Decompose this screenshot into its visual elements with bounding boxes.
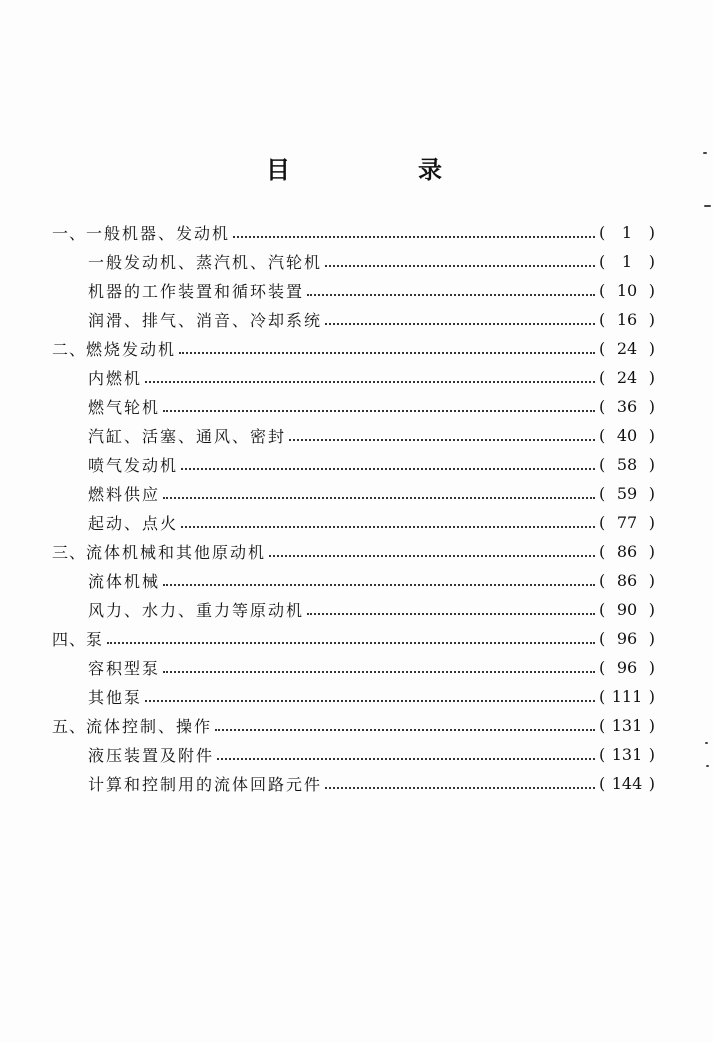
page-ref-close-paren: )	[648, 252, 655, 271]
toc-section-row[interactable]	[88, 363, 655, 392]
toc-section-row[interactable]	[88, 305, 655, 334]
toc-section-row[interactable]	[88, 508, 655, 537]
toc-section-row[interactable]	[88, 479, 655, 508]
page-ref-open-paren: (	[599, 484, 606, 503]
dot-leader	[107, 642, 595, 644]
toc-page-reference	[599, 745, 655, 764]
toc-page-number: 131	[611, 745, 643, 764]
page-ref-open-paren: (	[599, 629, 606, 648]
toc-page-reference	[599, 310, 655, 329]
toc-chapter-row[interactable]	[52, 218, 655, 247]
toc-page-number: 90	[616, 600, 638, 619]
toc-entry-label: 机器的工作装置和循环装置	[88, 282, 305, 301]
dot-leader	[307, 294, 595, 296]
dot-leader	[307, 613, 595, 615]
toc-entry-label: 泵	[86, 630, 105, 649]
toc-page-number: 111	[611, 687, 643, 706]
page-ref-close-paren: )	[648, 571, 655, 590]
page-ref-open-paren: (	[599, 716, 606, 735]
toc-chapter-row[interactable]	[52, 334, 655, 363]
toc-page-number: 1	[621, 223, 633, 242]
toc-section-row[interactable]	[88, 595, 655, 624]
toc-page-number: 144	[611, 774, 643, 793]
page-ref-close-paren: )	[648, 774, 655, 793]
toc-page-reference	[599, 223, 655, 242]
toc-page-number: 36	[616, 397, 638, 416]
toc-page-number: 96	[616, 629, 638, 648]
toc-section-row[interactable]	[88, 566, 655, 595]
toc-section-row[interactable]	[88, 740, 655, 769]
dot-leader	[217, 758, 595, 760]
page-ref-open-paren: (	[599, 281, 606, 300]
dot-leader	[145, 700, 595, 702]
toc-chapter-row[interactable]	[52, 711, 655, 740]
dot-leader	[145, 381, 595, 383]
toc-page-reference	[599, 687, 655, 706]
toc-page-reference	[599, 339, 655, 358]
page-ref-close-paren: )	[648, 310, 655, 329]
scan-speck	[706, 765, 709, 767]
page-ref-open-paren: (	[599, 223, 606, 242]
dot-leader	[233, 236, 595, 238]
toc-section-row[interactable]	[88, 392, 655, 421]
page-ref-open-paren: (	[599, 658, 606, 677]
page-ref-close-paren: )	[648, 542, 655, 561]
toc-entry-label: 内燃机	[88, 369, 143, 388]
toc-page-number: 16	[616, 310, 638, 329]
toc-entry-label: 燃气轮机	[88, 398, 161, 417]
toc-section-row[interactable]	[88, 769, 655, 798]
page-ref-close-paren: )	[648, 513, 655, 532]
page-ref-close-paren: )	[648, 745, 655, 764]
toc-entry-label: 起动、点火	[88, 514, 179, 533]
toc-chapter-number: 五、	[52, 717, 87, 736]
toc-entry-label: 一般发动机、蒸汽机、汽轮机	[88, 253, 323, 272]
toc-page-number: 86	[616, 571, 638, 590]
toc-page-reference	[599, 600, 655, 619]
page-ref-open-paren: (	[599, 368, 606, 387]
toc-entry-label: 计算和控制用的流体回路元件	[88, 775, 323, 794]
dot-leader	[163, 410, 595, 412]
toc-page-reference	[599, 658, 655, 677]
toc-page-reference	[599, 513, 655, 532]
toc-page-reference	[599, 281, 655, 300]
toc-section-row[interactable]	[88, 421, 655, 450]
toc-entry-label: 流体机械	[88, 572, 161, 591]
scan-speck	[705, 742, 708, 744]
toc-page-number: 40	[616, 426, 638, 445]
toc-page-reference	[599, 397, 655, 416]
toc-page-number: 131	[611, 716, 643, 735]
toc-chapter-number: 四、	[52, 630, 87, 649]
page-ref-open-paren: (	[599, 600, 606, 619]
toc-entry-label: 燃烧发动机	[86, 340, 177, 359]
page-title	[0, 150, 713, 190]
toc-page-reference	[599, 455, 655, 474]
page-ref-close-paren: )	[648, 484, 655, 503]
dot-leader	[215, 729, 595, 731]
dot-leader	[179, 352, 595, 354]
toc-page-reference	[599, 571, 655, 590]
toc-page-number: 58	[616, 455, 638, 474]
page-ref-open-paren: (	[599, 687, 606, 706]
page-ref-close-paren: )	[648, 339, 655, 358]
page-ref-close-paren: )	[648, 716, 655, 735]
toc-page-reference	[599, 542, 655, 561]
page-ref-open-paren: (	[599, 455, 606, 474]
toc-entry-label: 流体机械和其他原动机	[86, 543, 267, 562]
page-ref-open-paren: (	[599, 571, 606, 590]
toc-section-row[interactable]	[88, 682, 655, 711]
dot-leader	[163, 671, 595, 673]
toc-page-number: 24	[616, 339, 638, 358]
page-ref-close-paren: )	[648, 658, 655, 677]
toc-chapter-number: 二、	[52, 340, 87, 359]
page-ref-close-paren: )	[648, 426, 655, 445]
page-ref-open-paren: (	[599, 774, 606, 793]
page-ref-open-paren: (	[599, 339, 606, 358]
scan-speck	[704, 205, 711, 207]
toc-page-reference	[599, 774, 655, 793]
page-ref-close-paren: )	[648, 600, 655, 619]
page-ref-close-paren: )	[648, 223, 655, 242]
toc-entry-label: 喷气发动机	[88, 456, 179, 475]
toc-page-number: 96	[616, 658, 638, 677]
dot-leader	[325, 265, 595, 267]
toc-page-reference	[599, 368, 655, 387]
toc-entry-label: 流体控制、操作	[86, 717, 213, 736]
page-ref-close-paren: )	[648, 687, 655, 706]
toc-page-reference	[599, 629, 655, 648]
toc-page-number: 77	[616, 513, 638, 532]
page-ref-close-paren: )	[648, 629, 655, 648]
toc-section-row[interactable]	[88, 653, 655, 682]
toc-page-number: 24	[616, 368, 638, 387]
page-ref-close-paren: )	[648, 397, 655, 416]
dot-leader	[325, 323, 595, 325]
toc-entry-label: 风力、水力、重力等原动机	[88, 601, 305, 620]
toc-entry-label: 一般机器、发动机	[86, 224, 231, 243]
dot-leader	[325, 787, 595, 789]
toc-page-reference	[599, 426, 655, 445]
dot-leader	[181, 526, 595, 528]
toc-section-row[interactable]	[88, 247, 655, 276]
toc-entry-label: 容积型泵	[88, 659, 161, 678]
toc-entry-label: 燃料供应	[88, 485, 161, 504]
scan-speck	[703, 152, 707, 154]
page-ref-close-paren: )	[648, 281, 655, 300]
toc-entry-label: 其他泵	[88, 688, 143, 707]
title-char-1: 目	[266, 156, 291, 184]
toc-page-number: 59	[616, 484, 638, 503]
toc-chapter-number: 三、	[52, 543, 87, 562]
dot-leader	[163, 584, 595, 586]
toc-page-reference	[599, 252, 655, 271]
dot-leader	[289, 439, 595, 441]
page-ref-open-paren: (	[599, 310, 606, 329]
page-ref-open-paren: (	[599, 542, 606, 561]
toc-chapter-number: 一、	[52, 224, 87, 243]
page-ref-open-paren: (	[599, 513, 606, 532]
toc-section-row[interactable]	[88, 276, 655, 305]
toc-page-reference	[599, 716, 655, 735]
toc-entry-label: 汽缸、活塞、通风、密封	[88, 427, 287, 446]
toc-page-number: 1	[621, 252, 633, 271]
toc-section-row[interactable]	[88, 450, 655, 479]
toc-page-reference	[599, 484, 655, 503]
toc-entry-label: 润滑、排气、消音、冷却系统	[88, 311, 323, 330]
dot-leader	[269, 555, 595, 557]
toc-page-number: 86	[616, 542, 638, 561]
page-ref-open-paren: (	[599, 426, 606, 445]
toc-chapter-row[interactable]	[52, 537, 655, 566]
page-ref-open-paren: (	[599, 252, 606, 271]
toc-entry-label: 液压装置及附件	[88, 746, 215, 765]
title-char-2: 录	[418, 156, 443, 184]
toc-chapter-row[interactable]	[52, 624, 655, 653]
page-ref-close-paren: )	[648, 455, 655, 474]
page-ref-close-paren: )	[648, 368, 655, 387]
dot-leader	[163, 497, 595, 499]
dot-leader	[181, 468, 595, 470]
page-ref-open-paren: (	[599, 745, 606, 764]
page-ref-open-paren: (	[599, 397, 606, 416]
toc-page-number: 10	[616, 281, 638, 300]
